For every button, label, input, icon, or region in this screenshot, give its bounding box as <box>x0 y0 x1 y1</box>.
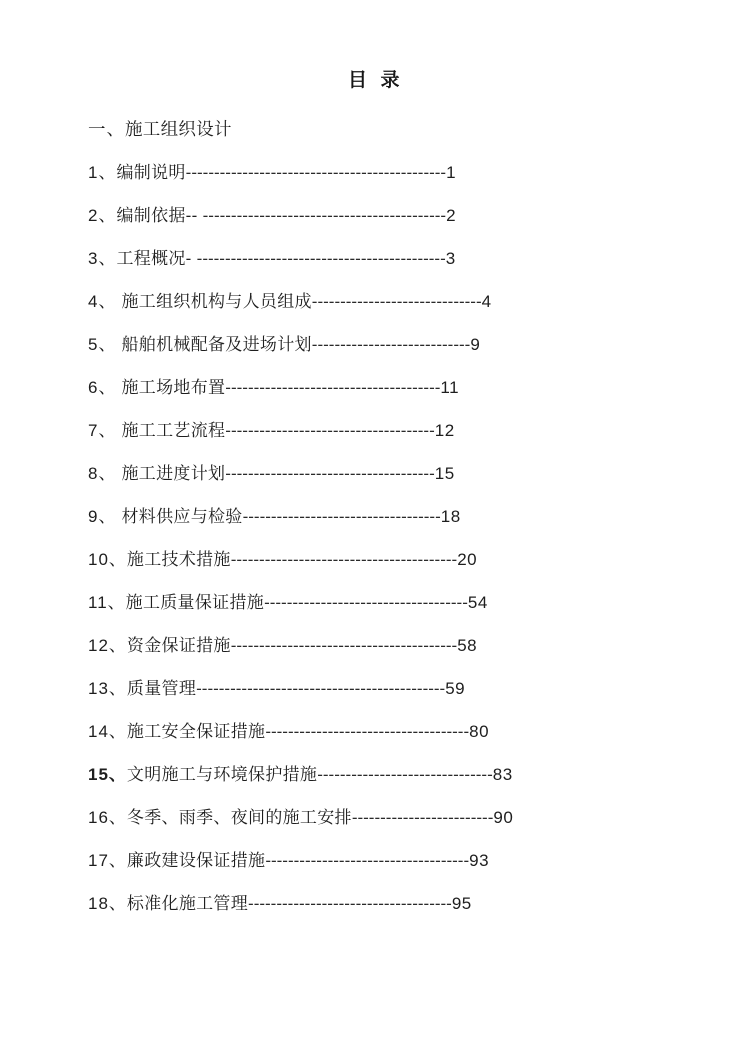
table-of-contents <box>88 108 714 925</box>
toc-section-heading <box>88 108 714 151</box>
toc-entry <box>88 452 714 495</box>
toc-page-number: 95 <box>451 894 472 913</box>
toc-entry-number: 15、 <box>88 765 127 784</box>
toc-entry-number: 5、 <box>88 335 117 354</box>
toc-page-number: 58 <box>457 636 478 655</box>
toc-entry <box>88 796 714 839</box>
toc-leader-dashes: -------------------------------------------- <box>196 679 446 698</box>
toc-leader-dashes: ------------------------------ <box>311 292 482 311</box>
toc-page-number: 59 <box>445 679 466 698</box>
toc-entry-number: 8、 <box>88 464 117 483</box>
toc-page-number: 3 <box>445 249 456 268</box>
toc-leader-dashes: ----------------------------------- <box>242 507 441 526</box>
toc-entry <box>88 323 714 366</box>
toc-entry <box>88 409 714 452</box>
toc-entry-title: 文明施工与环境保护措施 <box>126 765 318 784</box>
toc-entry-number: 17、 <box>88 851 127 870</box>
toc-leader-dashes: ------------------------- <box>351 808 494 827</box>
toc-page-number: 9 <box>470 335 481 354</box>
toc-entry-number: 3、 <box>88 249 117 268</box>
toc-leader-dashes: ------------------------------------- <box>225 464 435 483</box>
toc-section-number: 一、 <box>88 119 125 139</box>
toc-page-number: 83 <box>492 765 513 784</box>
toc-leader-dashes: ---------------------------------------- <box>230 550 458 569</box>
toc-entry <box>88 882 714 925</box>
toc-leader-dashes: ------------------------------------- <box>225 421 435 440</box>
toc-entry-number: 13、 <box>88 679 127 698</box>
toc-leader-dashes: ---------------------------------------- <box>230 636 458 655</box>
toc-leader-dashes: ---------------------------------------------- <box>185 163 447 182</box>
toc-leader-dashes: ---------------------------- <box>311 335 471 354</box>
toc-entry-title: 编制依据-- <box>116 206 203 225</box>
toc-page-number: 15 <box>434 464 455 483</box>
toc-entry-title: 工程概况- <box>116 249 197 268</box>
toc-entry-title: 材料供应与检验 <box>116 507 243 526</box>
toc-entry-number: 2、 <box>88 206 117 225</box>
toc-entry <box>88 280 714 323</box>
toc-entry-number: 10、 <box>88 550 127 569</box>
toc-entry-title: 标准化施工管理 <box>126 894 249 913</box>
toc-page-number: 11 <box>440 378 460 397</box>
toc-entry-number: 18、 <box>88 894 127 913</box>
toc-page-number: 80 <box>469 722 490 741</box>
toc-entry <box>88 237 714 280</box>
toc-entry-title: 船舶机械配备及进场计划 <box>116 335 312 354</box>
toc-entry-number: 7、 <box>88 421 117 440</box>
toc-entry <box>88 710 714 753</box>
toc-entry-number: 1、 <box>88 163 117 182</box>
toc-entry-title: 廉政建设保证措施 <box>126 851 266 870</box>
toc-entry-title: 施工进度计划 <box>116 464 226 483</box>
toc-entry <box>88 151 714 194</box>
toc-leader-dashes: ------------------------------------ <box>265 851 470 870</box>
toc-page-number: 18 <box>440 507 461 526</box>
toc-leader-dashes: ------------------------------------------- <box>202 206 447 225</box>
toc-entry <box>88 753 714 796</box>
toc-entry-title: 资金保证措施 <box>126 636 231 655</box>
toc-entry-title: 施工技术措施 <box>126 550 231 569</box>
toc-entry-number: 4、 <box>88 292 117 311</box>
toc-entry-title: 冬季、雨季、夜间的施工安排 <box>126 808 352 827</box>
toc-leader-dashes: -------------------------------------- <box>225 378 441 397</box>
toc-entry-title: 质量管理 <box>126 679 197 698</box>
toc-leader-dashes: -------------------------------------------- <box>196 249 446 268</box>
toc-leader-dashes: ------------------------------------ <box>265 722 470 741</box>
toc-page-number: 93 <box>469 851 490 870</box>
toc-entry-title: 施工组织机构与人员组成 <box>116 292 312 311</box>
toc-leader-dashes: ------------------------------------ <box>264 593 468 612</box>
toc-page-number: 1 <box>446 163 457 182</box>
toc-page-number: 12 <box>434 421 455 440</box>
toc-page-number: 4 <box>481 292 492 311</box>
toc-entry <box>88 194 714 237</box>
toc-entry <box>88 366 714 409</box>
toc-leader-dashes: ------------------------------- <box>317 765 493 784</box>
toc-entry <box>88 667 714 710</box>
toc-entry <box>88 839 714 882</box>
toc-entry-title: 编制说明 <box>116 163 186 182</box>
toc-entry-number: 11、 <box>88 593 126 612</box>
toc-section-title: 施工组织设计 <box>125 119 232 139</box>
toc-entry <box>88 581 714 624</box>
document-title: 目 录 <box>348 70 401 91</box>
toc-page-number: 20 <box>457 550 478 569</box>
toc-entry-title: 施工安全保证措施 <box>126 722 266 741</box>
toc-entry-number: 14、 <box>88 722 127 741</box>
toc-entry-title: 施工工艺流程 <box>116 421 226 440</box>
toc-leader-dashes: ------------------------------------ <box>248 894 452 913</box>
toc-entry-title: 施工场地布置 <box>116 378 226 397</box>
toc-entry <box>88 624 714 667</box>
toc-entry-number: 6、 <box>88 378 117 397</box>
toc-entry-number: 12、 <box>88 636 127 655</box>
toc-page-number: 2 <box>446 206 457 225</box>
toc-entry-title: 施工质量保证措施 <box>125 593 265 612</box>
toc-entry <box>88 538 714 581</box>
toc-entry-number: 16、 <box>88 808 127 827</box>
toc-page-number: 90 <box>493 808 514 827</box>
toc-page-number: 54 <box>467 593 488 612</box>
toc-entry <box>88 495 714 538</box>
toc-entry-number: 9、 <box>88 507 117 526</box>
